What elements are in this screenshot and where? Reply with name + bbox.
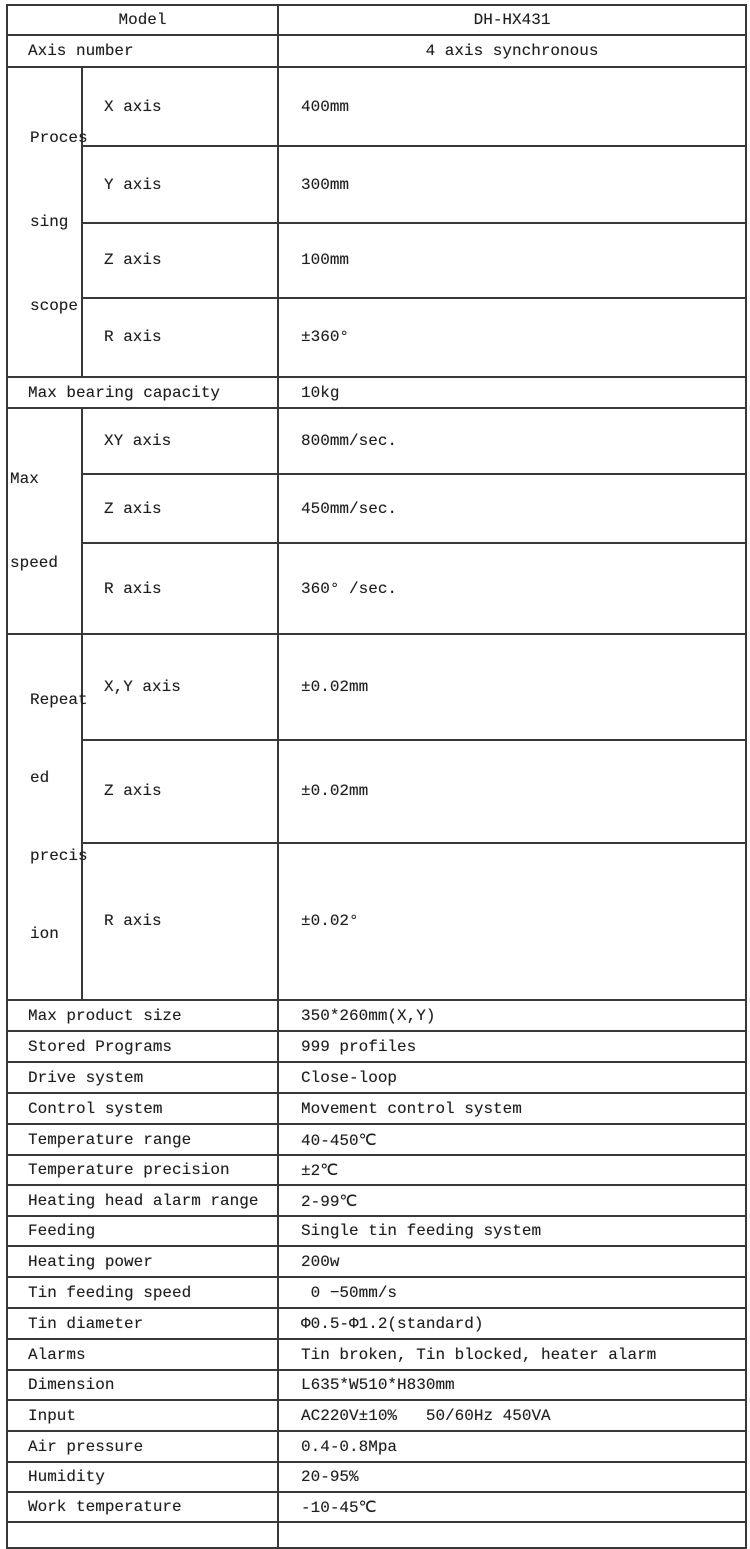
table-row — [7, 67, 746, 146]
group-label-repeated-precision — [7, 634, 88, 1000]
row-label — [7, 1522, 278, 1548]
row-value: 999 profiles — [278, 1031, 746, 1062]
row-value: ±0.02mm — [278, 740, 746, 843]
group-label-line: precis — [30, 847, 88, 865]
row-value: Tin broken, Tin blocked, heater alarm — [278, 1339, 746, 1370]
row-label: Max bearing capacity — [7, 377, 278, 408]
group-label-line: Max — [10, 470, 39, 488]
row-label: Tin diameter — [7, 1308, 278, 1339]
row-value: ±0.02mm — [278, 634, 746, 740]
sub-label: X,Y axis — [82, 634, 278, 740]
table-row — [7, 298, 746, 377]
row-value: ±360° — [278, 298, 746, 377]
row-value — [278, 1522, 746, 1548]
row-value: 0.4-0.8Mpa — [278, 1431, 746, 1462]
row-value: 0 −50mm/s — [278, 1277, 746, 1308]
row-label: Control system — [7, 1093, 278, 1124]
row-value: 300mm — [278, 146, 746, 223]
sub-label: Z axis — [82, 223, 278, 297]
row-label: Dimension — [7, 1370, 278, 1400]
sub-label: Z axis — [82, 474, 278, 543]
row-label: Drive system — [7, 1062, 278, 1093]
sub-label: X axis — [82, 67, 278, 146]
row-value: 360° /sec. — [278, 543, 746, 634]
model-value: DH-HX431 — [278, 5, 746, 35]
table-row — [7, 1339, 746, 1370]
group-label-line: sing — [30, 213, 69, 231]
row-value: 20-95% — [278, 1462, 746, 1492]
table-row — [7, 474, 746, 543]
table-row — [7, 1308, 746, 1339]
row-value: -10-45℃ — [278, 1492, 746, 1522]
sub-label: R axis — [82, 298, 278, 377]
group-label-line: ed — [30, 769, 50, 787]
table-row — [7, 1155, 746, 1185]
row-value: 2-99℃ — [278, 1185, 746, 1216]
table-row — [7, 1185, 746, 1216]
row-value: 10kg — [278, 377, 746, 408]
row-label: Alarms — [7, 1339, 278, 1370]
row-label: Stored Programs — [7, 1031, 278, 1062]
group-label-line: scope — [30, 297, 79, 315]
model-label: Model — [7, 5, 278, 35]
group-label-processing-scope — [7, 67, 88, 377]
group-label-line: ion — [30, 925, 59, 943]
row-value: 450mm/sec. — [278, 474, 746, 543]
row-label: Temperature precision — [7, 1155, 278, 1185]
row-value: Single tin feeding system — [278, 1216, 746, 1246]
table-row — [7, 1000, 746, 1031]
table-row — [7, 634, 746, 740]
table-row — [7, 1492, 746, 1522]
row-label: Heating power — [7, 1246, 278, 1277]
row-value: 800mm/sec. — [278, 408, 746, 474]
sub-label: Y axis — [82, 146, 278, 223]
spec-table — [6, 4, 747, 1549]
group-label-line: speed — [10, 554, 59, 572]
row-value: 40-450℃ — [278, 1124, 746, 1155]
row-label: Feeding — [7, 1216, 278, 1246]
row-value: 400mm — [278, 67, 746, 146]
row-value: 350*260mm(X,Y) — [278, 1000, 746, 1031]
row-value: AC220V±10% 50/60Hz 450VA — [278, 1400, 746, 1431]
table-row — [7, 1400, 746, 1431]
row-label: Max product size — [7, 1000, 278, 1031]
table-row — [7, 1246, 746, 1277]
row-label: Input — [7, 1400, 278, 1431]
row-value: Close-loop — [278, 1062, 746, 1093]
row-value: 100mm — [278, 223, 746, 297]
row-label: Axis number — [7, 35, 278, 67]
table-row-axis-number — [7, 35, 746, 67]
table-row — [7, 543, 746, 634]
group-label-line: Repeat — [30, 691, 88, 709]
group-label-line: Proces — [30, 129, 88, 147]
table-row-max-bearing — [7, 377, 746, 408]
sub-label: Z axis — [82, 740, 278, 843]
table-row — [7, 1431, 746, 1462]
group-label-max-speed — [7, 408, 82, 634]
table-row — [7, 1370, 746, 1400]
table-row — [7, 408, 746, 474]
row-label: Humidity — [7, 1462, 278, 1492]
sub-label: R axis — [82, 543, 278, 634]
table-row — [7, 146, 746, 223]
row-value: Φ0.5-Φ1.2(standard) — [278, 1308, 746, 1339]
sub-label: R axis — [82, 843, 278, 1000]
table-row — [7, 1462, 746, 1492]
row-label: Work temperature — [7, 1492, 278, 1522]
table-row — [7, 1031, 746, 1062]
row-value: 200w — [278, 1246, 746, 1277]
table-row — [7, 1124, 746, 1155]
table-row — [7, 1277, 746, 1308]
row-value: ±2℃ — [278, 1155, 746, 1185]
row-label: Air pressure — [7, 1431, 278, 1462]
table-row-model — [7, 5, 746, 35]
row-label: Heating head alarm range — [7, 1185, 278, 1216]
row-label: Temperature range — [7, 1124, 278, 1155]
row-label: Tin feeding speed — [7, 1277, 278, 1308]
sub-label: XY axis — [82, 408, 278, 474]
table-row — [7, 1062, 746, 1093]
row-value: Movement control system — [278, 1093, 746, 1124]
table-row — [7, 1093, 746, 1124]
table-row-partial — [7, 1522, 746, 1548]
table-row — [7, 1216, 746, 1246]
row-value: 4 axis synchronous — [278, 35, 746, 67]
table-row — [7, 843, 746, 1000]
row-value: L635*W510*H830mm — [278, 1370, 746, 1400]
row-value: ±0.02° — [278, 843, 746, 1000]
